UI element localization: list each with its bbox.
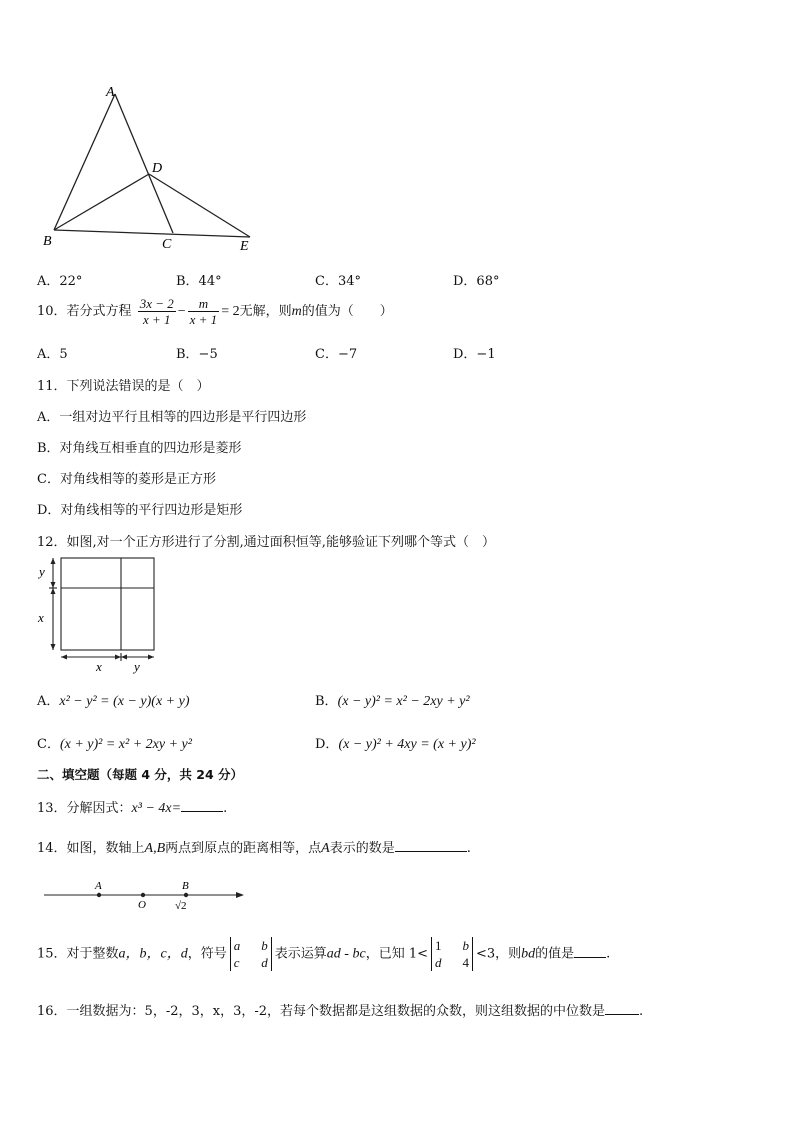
q12-option-a-label: A． [37, 694, 60, 709]
q10-option-a[interactable]: A．5 [37, 347, 68, 362]
vertex-a-label: A [106, 85, 115, 100]
det1-d: d [261, 955, 268, 970]
det2-d: 4 [462, 955, 469, 970]
q14-p3: 表示的数是 [329, 841, 395, 856]
q10-stem [37, 296, 393, 327]
q10-suffix1: 无解，则 [239, 304, 292, 319]
q10-den1: x + 1 [142, 312, 171, 327]
left-x-label: x [38, 610, 44, 625]
point-a-label: A [95, 880, 102, 892]
q15-answer-blank[interactable] [574, 947, 606, 958]
q14-p1: 14．如图，数轴上 [37, 841, 145, 856]
vertex-c-label: C [162, 237, 172, 252]
q16-stem [37, 1000, 643, 1019]
q10-option-c[interactable]: C．−7 [315, 347, 358, 362]
q14-end: . [466, 841, 471, 856]
q12-stem: 12．如图,对一个正方形进行了分割,通过面积恒等,能够验证下列哪个等式（ ） [37, 535, 495, 550]
point-b-label: B [182, 880, 189, 892]
q15-p3: 表示运算 [274, 946, 327, 962]
det2-c: d [434, 955, 442, 970]
q10-fraction-1 [138, 296, 176, 327]
q9-option-a[interactable]: A．22° [37, 274, 83, 289]
q14-stem [37, 837, 471, 857]
det1-a: a [233, 938, 241, 953]
q10-den2: x + 1 [189, 312, 218, 327]
q13-expr: x³ − 4x= [131, 801, 182, 816]
q13-prefix: 13．分解因式： [37, 801, 132, 816]
q12-option-c[interactable] [37, 733, 192, 753]
q12-option-a-expr: x² − y² = (x − y)(x + y) [59, 694, 190, 709]
q15-p5: <3，则 [475, 946, 522, 962]
q9-option-c[interactable]: C．34° [315, 274, 361, 289]
q12-option-a[interactable] [37, 690, 190, 710]
q10-prefix: 10．若分式方程 [37, 304, 132, 319]
q13-end: . [223, 801, 228, 816]
point-b-value-label: √2 [175, 900, 187, 912]
vertex-e-label: E [240, 239, 249, 252]
q10-option-d[interactable]: D．−1 [453, 347, 496, 362]
q15-p1: 15．对于整数 [37, 946, 119, 962]
det2-a: 1 [434, 938, 442, 953]
point-o-label: O [138, 899, 146, 911]
q16-text: 16．一组数据为：5，-2，3，x，3，-2，若每个数据都是这组数据的众数，则这组数据的中位数是 [37, 1004, 606, 1019]
q11-option-b[interactable]: B．对角线互相垂直的四边形是菱形 [37, 441, 242, 456]
q10-suffix2: 的值为（ ） [301, 304, 393, 319]
q11-option-a[interactable]: A．一组对边平行且相等的四边形是平行四边形 [37, 410, 307, 425]
q15-p4: ，已知 1< [365, 946, 428, 962]
q12-option-c-label: C． [37, 737, 60, 752]
q13-stem [37, 797, 227, 817]
q15-p6: 的值是 [535, 946, 575, 962]
q14-ab: A,B [144, 841, 166, 856]
q12-option-b[interactable] [315, 690, 470, 710]
det2-b: b [462, 938, 469, 953]
q10-minus: − [177, 304, 186, 319]
vertex-b-label: B [43, 234, 52, 249]
q14-p2: 两点到原点的距离相等，点 [165, 841, 322, 856]
q11-option-c[interactable]: C．对角线相等的菱形是正方形 [37, 472, 216, 487]
square-partition-figure [35, 553, 165, 675]
q12-option-b-label: B． [315, 694, 338, 709]
q13-answer-blank[interactable] [181, 801, 223, 812]
q12-option-c-expr: (x + y)² = x² + 2xy + y² [59, 737, 192, 752]
point-b [184, 893, 188, 897]
q14-a: A [321, 841, 330, 856]
q15-determinant-symbol [230, 937, 272, 971]
left-y-label: y [39, 564, 45, 579]
q9-option-b[interactable]: B．44° [176, 274, 222, 289]
q15-stem [37, 937, 610, 971]
det1-c: c [233, 955, 240, 970]
q14-answer-blank[interactable] [395, 841, 467, 852]
q12-option-d[interactable] [315, 733, 476, 753]
bottom-y-label: y [134, 659, 140, 674]
q16-answer-blank[interactable] [605, 1004, 639, 1015]
q15-bd: bd [521, 946, 536, 962]
q12-option-d-label: D． [315, 737, 339, 752]
q12-option-d-expr: (x − y)² + 4xy = (x + y)² [338, 737, 476, 752]
q11-option-d[interactable]: D．对角线相等的平行四边形是矩形 [37, 503, 243, 518]
q12-option-b-expr: (x − y)² = x² − 2xy + y² [337, 694, 470, 709]
bottom-x-label: x [96, 659, 102, 674]
q15-vars: a，b，c，d [118, 946, 188, 962]
vertex-d-label: D [152, 161, 163, 176]
q10-option-b[interactable]: B．−5 [176, 347, 218, 362]
section-2-heading: 二、填空题（每题 4 分，共 24 分） [37, 767, 244, 782]
point-a [97, 893, 101, 897]
q15-op: ad - bc [326, 946, 366, 962]
q11-stem: 11．下列说法错误的是（ ） [37, 379, 210, 394]
q15-end: . [606, 946, 611, 962]
det1-b: b [261, 938, 268, 953]
q10-num1: 3x − 2 [139, 296, 174, 311]
q10-fraction-2 [188, 296, 220, 327]
q15-p2: ，符号 [187, 946, 227, 962]
q10-eq: = 2 [221, 304, 240, 319]
q15-determinant-given [431, 937, 473, 971]
number-line-figure [40, 878, 250, 914]
point-o [141, 893, 145, 897]
q10-num2: m [188, 296, 220, 312]
q16-end: . [639, 1004, 644, 1019]
q10-var: m [291, 304, 302, 319]
triangle-figure [40, 80, 270, 252]
q9-option-d[interactable]: D．68° [453, 274, 500, 289]
